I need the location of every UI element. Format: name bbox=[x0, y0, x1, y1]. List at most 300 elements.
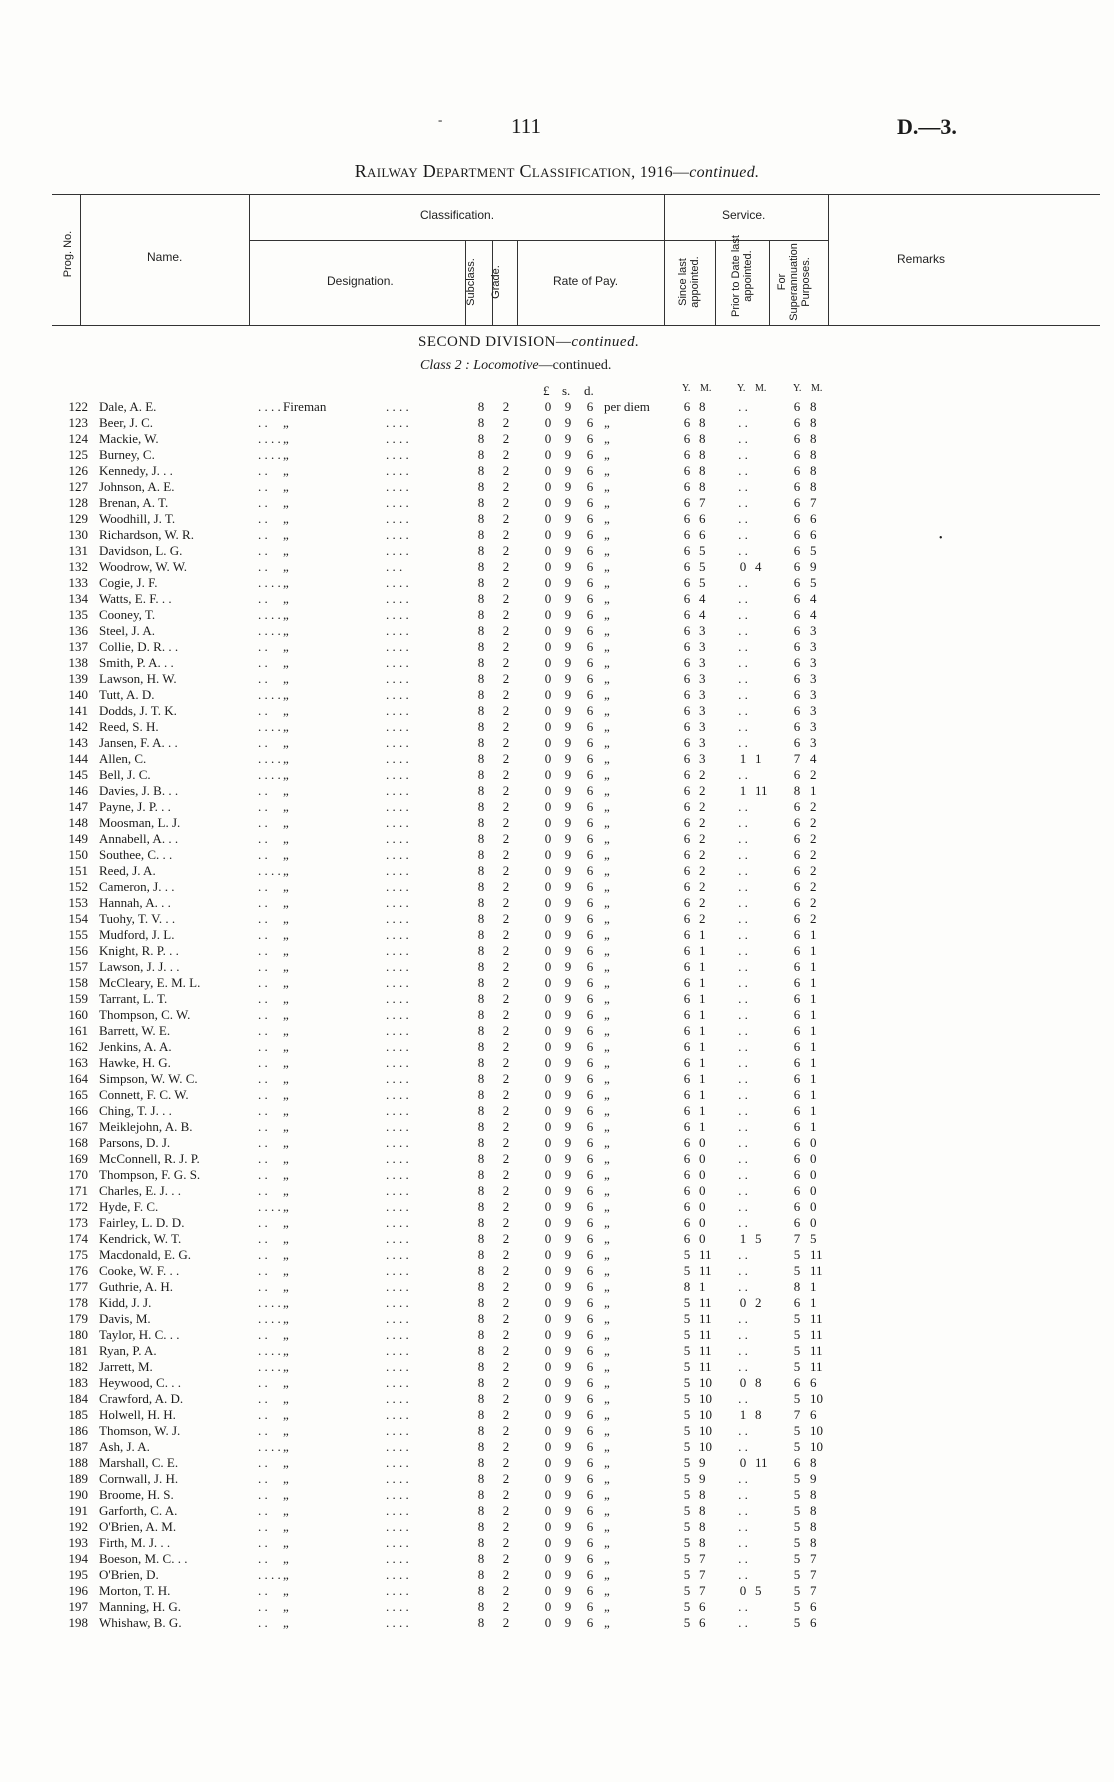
leader-dots: . . bbox=[258, 479, 268, 494]
name-cell: Boeson, M. C. . . bbox=[99, 1551, 188, 1566]
pay-basis-cell: „ bbox=[604, 943, 610, 958]
grade-cell: 2 bbox=[502, 1135, 510, 1150]
prior-years-cell: . . bbox=[738, 1087, 748, 1102]
pay-shillings-cell: 9 bbox=[564, 479, 572, 494]
prog-no-cell: 184 bbox=[68, 1391, 88, 1406]
pay-shillings-cell: 9 bbox=[564, 1391, 572, 1406]
subclass-cell: 8 bbox=[477, 1359, 485, 1374]
designation-cell: „ bbox=[283, 1359, 289, 1374]
designation-cell: Fireman bbox=[283, 399, 327, 414]
pay-pounds-cell: 0 bbox=[544, 431, 552, 446]
pay-pounds-cell: 0 bbox=[544, 1119, 552, 1134]
since-months-cell: 1 bbox=[699, 1023, 706, 1038]
super-years-cell: 6 bbox=[793, 815, 801, 830]
prior-years-cell: . . bbox=[738, 1391, 748, 1406]
name-cell: McCleary, E. M. L. bbox=[99, 975, 201, 990]
leader-dots: . . . . bbox=[258, 607, 281, 622]
since-months-cell: 1 bbox=[699, 975, 706, 990]
subclass-cell: 8 bbox=[477, 543, 485, 558]
grade-cell: 2 bbox=[502, 463, 510, 478]
name-cell: Parsons, D. J. bbox=[99, 1135, 171, 1150]
grade-cell: 2 bbox=[502, 671, 510, 686]
name-cell: Mackie, W. bbox=[99, 431, 159, 446]
designation-cell: „ bbox=[283, 1583, 289, 1598]
table-row bbox=[0, 767, 1114, 783]
pay-pence-cell: 6 bbox=[586, 1007, 594, 1022]
since-years-cell: 6 bbox=[683, 1007, 691, 1022]
since-years-cell: 6 bbox=[683, 943, 691, 958]
pay-pounds-cell: 0 bbox=[544, 591, 552, 606]
super-months-cell: 2 bbox=[810, 863, 817, 878]
designation-cell: „ bbox=[283, 1103, 289, 1118]
prior-years-cell: 1 bbox=[739, 783, 747, 798]
pay-pounds-cell: 0 bbox=[544, 895, 552, 910]
prog-no-cell: 144 bbox=[68, 751, 88, 766]
subclass-cell: 8 bbox=[477, 1343, 485, 1358]
pay-pounds-cell: 0 bbox=[544, 1423, 552, 1438]
prog-no-cell: 137 bbox=[68, 639, 88, 654]
pay-basis-cell: „ bbox=[604, 1343, 610, 1358]
name-cell: Davies, J. B. . . bbox=[99, 783, 179, 798]
super-months-cell: 9 bbox=[810, 1471, 817, 1486]
grade-cell: 2 bbox=[502, 799, 510, 814]
since-years-cell: 5 bbox=[683, 1263, 691, 1278]
table-row bbox=[0, 463, 1114, 479]
name-cell: Lawson, J. J. . . bbox=[99, 959, 180, 974]
super-years-cell: 6 bbox=[793, 943, 801, 958]
leader-dots: . . . . bbox=[386, 1263, 409, 1278]
pay-pence-cell: 6 bbox=[586, 1343, 594, 1358]
since-months-cell: 1 bbox=[699, 927, 706, 942]
designation-cell: „ bbox=[283, 1567, 289, 1582]
pay-shillings-cell: 9 bbox=[564, 991, 572, 1006]
prog-no-cell: 150 bbox=[68, 847, 88, 862]
super-months-cell: 1 bbox=[810, 1103, 817, 1118]
class-continued: —continued. bbox=[538, 358, 612, 373]
leader-dots: . . bbox=[258, 1039, 268, 1054]
grade-cell: 2 bbox=[502, 783, 510, 798]
super-months-cell: 4 bbox=[810, 751, 817, 766]
grade-cell: 2 bbox=[502, 975, 510, 990]
leader-dots: . . bbox=[258, 1023, 268, 1038]
pay-pounds-cell: 0 bbox=[544, 975, 552, 990]
prog-no-cell: 134 bbox=[68, 591, 88, 606]
pay-pounds-cell: 0 bbox=[544, 1535, 552, 1550]
subclass-cell: 8 bbox=[477, 575, 485, 590]
pay-basis-cell: „ bbox=[604, 607, 610, 622]
pay-basis-cell: „ bbox=[604, 1263, 610, 1278]
subclass-cell: 8 bbox=[477, 767, 485, 782]
prog-no-cell: 131 bbox=[68, 543, 88, 558]
designation-cell: „ bbox=[283, 527, 289, 542]
name-cell: Davis, M. bbox=[99, 1311, 151, 1326]
super-years-cell: 6 bbox=[793, 879, 801, 894]
super-years-cell: 6 bbox=[793, 607, 801, 622]
pay-shillings-cell: 9 bbox=[564, 1247, 572, 1262]
pay-shillings-cell: 9 bbox=[564, 1503, 572, 1518]
prog-no-cell: 153 bbox=[68, 895, 88, 910]
leader-dots: . . . . bbox=[386, 1295, 409, 1310]
name-cell: Ching, T. J. . . bbox=[99, 1103, 172, 1118]
pay-shillings-cell: 9 bbox=[564, 831, 572, 846]
table-row bbox=[0, 1295, 1114, 1311]
super-months-cell: 1 bbox=[810, 1071, 817, 1086]
pay-pounds-cell: 0 bbox=[544, 1391, 552, 1406]
grade-cell: 2 bbox=[502, 1183, 510, 1198]
pay-pence-cell: 6 bbox=[586, 1519, 594, 1534]
subsection-heading bbox=[420, 358, 611, 374]
grade-cell: 2 bbox=[502, 1167, 510, 1182]
name-cell: Beer, J. C. bbox=[99, 415, 153, 430]
prog-no-cell: 130 bbox=[68, 527, 88, 542]
grade-cell: 2 bbox=[502, 1295, 510, 1310]
pay-pounds-cell: 0 bbox=[544, 799, 552, 814]
super-years-cell: 6 bbox=[793, 1103, 801, 1118]
leader-dots: . . bbox=[258, 1247, 268, 1262]
super-months-cell: 8 bbox=[810, 415, 817, 430]
super-months-cell: 7 bbox=[810, 495, 817, 510]
super-months-cell: 2 bbox=[810, 911, 817, 926]
pay-shillings-cell: 9 bbox=[564, 943, 572, 958]
leader-dots: . . . . bbox=[386, 1311, 409, 1326]
subclass-cell: 8 bbox=[477, 1455, 485, 1470]
table-row bbox=[0, 415, 1114, 431]
pay-basis-cell: „ bbox=[604, 1215, 610, 1230]
pay-basis-cell: „ bbox=[604, 1439, 610, 1454]
super-months-cell: 7 bbox=[810, 1551, 817, 1566]
pay-shillings-cell: 9 bbox=[564, 1487, 572, 1502]
subclass-cell: 8 bbox=[477, 399, 485, 414]
leader-dots: . . . . bbox=[386, 1423, 409, 1438]
since-months-cell: 3 bbox=[699, 639, 706, 654]
pay-basis-cell: „ bbox=[604, 1199, 610, 1214]
pay-basis-cell: „ bbox=[604, 1183, 610, 1198]
prior-years-cell: . . bbox=[738, 415, 748, 430]
table-row bbox=[0, 591, 1114, 607]
pay-basis-cell: „ bbox=[604, 1551, 610, 1566]
unit-years-2: Y. bbox=[737, 383, 746, 394]
super-years-cell: 6 bbox=[793, 575, 801, 590]
pay-basis-cell: „ bbox=[604, 1535, 610, 1550]
grade-cell: 2 bbox=[502, 511, 510, 526]
prior-years-cell: . . bbox=[738, 623, 748, 638]
since-months-cell: 0 bbox=[699, 1167, 706, 1182]
grade-cell: 2 bbox=[502, 991, 510, 1006]
pay-pence-cell: 6 bbox=[586, 1359, 594, 1374]
table-row bbox=[0, 703, 1114, 719]
pay-shillings-cell: 9 bbox=[564, 1279, 572, 1294]
name-cell: Kidd, J. J. bbox=[99, 1295, 152, 1310]
pay-basis-cell: „ bbox=[604, 1391, 610, 1406]
table-row bbox=[0, 1263, 1114, 1279]
grade-cell: 2 bbox=[502, 815, 510, 830]
designation-cell: „ bbox=[283, 1295, 289, 1310]
leader-dots: . . . . bbox=[258, 719, 281, 734]
subclass-cell: 8 bbox=[477, 1583, 485, 1598]
super-years-cell: 7 bbox=[793, 1407, 801, 1422]
super-months-cell: 6 bbox=[810, 1599, 817, 1614]
class-label: Class 2 : bbox=[420, 358, 470, 373]
grade-cell: 2 bbox=[502, 879, 510, 894]
pay-pounds-cell: 0 bbox=[544, 1471, 552, 1486]
subclass-cell: 8 bbox=[477, 463, 485, 478]
prior-years-cell: . . bbox=[738, 703, 748, 718]
designation-cell: „ bbox=[283, 1263, 289, 1278]
pay-shillings-cell: 9 bbox=[564, 1071, 572, 1086]
pay-pounds-cell: 0 bbox=[544, 575, 552, 590]
pay-pence-cell: 6 bbox=[586, 1087, 594, 1102]
since-months-cell: 8 bbox=[699, 479, 706, 494]
header-subclass: Subclass. bbox=[465, 258, 477, 306]
designation-cell: „ bbox=[283, 1071, 289, 1086]
pay-shillings-cell: 9 bbox=[564, 975, 572, 990]
pay-pence-cell: 6 bbox=[586, 639, 594, 654]
prior-years-cell: . . bbox=[738, 1599, 748, 1614]
pay-pounds-cell: 0 bbox=[544, 783, 552, 798]
prog-no-cell: 149 bbox=[68, 831, 88, 846]
leader-dots: . . bbox=[258, 1215, 268, 1230]
table-row bbox=[0, 1119, 1114, 1135]
since-months-cell: 0 bbox=[699, 1183, 706, 1198]
grade-cell: 2 bbox=[502, 911, 510, 926]
table-row bbox=[0, 575, 1114, 591]
name-cell: Tuohy, T. V. . . bbox=[99, 911, 176, 926]
subclass-cell: 8 bbox=[477, 1599, 485, 1614]
since-years-cell: 6 bbox=[683, 543, 691, 558]
prior-years-cell: . . bbox=[738, 1167, 748, 1182]
pay-pounds-cell: 0 bbox=[544, 1023, 552, 1038]
pay-shillings-cell: 9 bbox=[564, 1103, 572, 1118]
pay-pounds-cell: 0 bbox=[544, 1135, 552, 1150]
leader-dots: . . . . bbox=[386, 527, 409, 542]
pay-shillings-cell: 9 bbox=[564, 1263, 572, 1278]
since-years-cell: 6 bbox=[683, 1103, 691, 1118]
pay-shillings-cell: 9 bbox=[564, 1599, 572, 1614]
grade-cell: 2 bbox=[502, 1087, 510, 1102]
pay-pounds-cell: 0 bbox=[544, 415, 552, 430]
name-cell: Cooke, W. F. . . bbox=[99, 1263, 180, 1278]
pay-basis-cell: „ bbox=[604, 687, 610, 702]
super-months-cell: 1 bbox=[810, 1007, 817, 1022]
table-row bbox=[0, 1231, 1114, 1247]
pay-basis-cell: „ bbox=[604, 783, 610, 798]
pay-shillings-cell: 9 bbox=[564, 1343, 572, 1358]
pay-pounds-cell: 0 bbox=[544, 1519, 552, 1534]
name-cell: Heywood, C. . . bbox=[99, 1375, 181, 1390]
since-years-cell: 5 bbox=[683, 1471, 691, 1486]
pay-pence-cell: 6 bbox=[586, 1471, 594, 1486]
unit-pounds: £ bbox=[543, 383, 550, 398]
pay-pounds-cell: 0 bbox=[544, 1087, 552, 1102]
grade-cell: 2 bbox=[502, 1567, 510, 1582]
prog-no-cell: 162 bbox=[68, 1039, 88, 1054]
subclass-cell: 8 bbox=[477, 1375, 485, 1390]
pay-shillings-cell: 9 bbox=[564, 1087, 572, 1102]
prog-no-cell: 125 bbox=[68, 447, 88, 462]
subclass-cell: 8 bbox=[477, 815, 485, 830]
since-years-cell: 6 bbox=[683, 575, 691, 590]
since-months-cell: 3 bbox=[699, 671, 706, 686]
pay-shillings-cell: 9 bbox=[564, 463, 572, 478]
prog-no-cell: 165 bbox=[68, 1087, 88, 1102]
pay-pence-cell: 6 bbox=[586, 1167, 594, 1182]
prior-years-cell: . . bbox=[738, 1439, 748, 1454]
designation-cell: „ bbox=[283, 927, 289, 942]
pay-pounds-cell: 0 bbox=[544, 1455, 552, 1470]
pay-pence-cell: 6 bbox=[586, 527, 594, 542]
pay-basis-cell: „ bbox=[604, 799, 610, 814]
table-row bbox=[0, 1359, 1114, 1375]
since-years-cell: 8 bbox=[683, 1279, 691, 1294]
unit-pence: d. bbox=[584, 383, 594, 398]
prog-no-cell: 179 bbox=[68, 1311, 88, 1326]
leader-dots: . . bbox=[258, 1423, 268, 1438]
since-months-cell: 3 bbox=[699, 735, 706, 750]
leader-dots: . . . . bbox=[386, 1599, 409, 1614]
leader-dots: . . . . bbox=[386, 959, 409, 974]
super-years-cell: 8 bbox=[793, 1279, 801, 1294]
table-row bbox=[0, 1535, 1114, 1551]
leader-dots: . . . . bbox=[386, 1007, 409, 1022]
subclass-cell: 8 bbox=[477, 1135, 485, 1150]
table-row bbox=[0, 671, 1114, 687]
prior-years-cell: . . bbox=[738, 1215, 748, 1230]
prog-no-cell: 186 bbox=[68, 1423, 88, 1438]
super-months-cell: 1 bbox=[810, 927, 817, 942]
subclass-cell: 8 bbox=[477, 1487, 485, 1502]
name-cell: Morton, T. H. bbox=[99, 1583, 171, 1598]
leader-dots: . . . . bbox=[386, 847, 409, 862]
super-years-cell: 6 bbox=[793, 863, 801, 878]
grade-cell: 2 bbox=[502, 719, 510, 734]
prior-years-cell: . . bbox=[738, 975, 748, 990]
leader-dots: . . . . bbox=[386, 1583, 409, 1598]
pay-pounds-cell: 0 bbox=[544, 847, 552, 862]
name-cell: Richardson, W. R. bbox=[99, 527, 194, 542]
prog-no-cell: 192 bbox=[68, 1519, 88, 1534]
since-months-cell: 2 bbox=[699, 879, 706, 894]
pay-pence-cell: 6 bbox=[586, 431, 594, 446]
leader-dots: . . . . bbox=[386, 831, 409, 846]
grade-cell: 2 bbox=[502, 607, 510, 622]
table-row bbox=[0, 863, 1114, 879]
prior-years-cell: 0 bbox=[739, 559, 747, 574]
pay-basis-cell: „ bbox=[604, 1007, 610, 1022]
table-row bbox=[0, 623, 1114, 639]
pay-shillings-cell: 9 bbox=[564, 1119, 572, 1134]
table-row bbox=[0, 655, 1114, 671]
leader-dots: . . . . bbox=[386, 767, 409, 782]
pay-shillings-cell: 9 bbox=[564, 1455, 572, 1470]
prog-no-cell: 156 bbox=[68, 943, 88, 958]
since-months-cell: 2 bbox=[699, 783, 706, 798]
super-months-cell: 11 bbox=[810, 1343, 823, 1358]
leader-dots: . . . . bbox=[386, 1567, 409, 1582]
since-years-cell: 5 bbox=[683, 1391, 691, 1406]
prior-years-cell: . . bbox=[738, 1551, 748, 1566]
super-years-cell: 6 bbox=[793, 1039, 801, 1054]
super-years-cell: 6 bbox=[793, 927, 801, 942]
pay-pounds-cell: 0 bbox=[544, 1375, 552, 1390]
name-cell: Jansen, F. A. . . bbox=[99, 735, 178, 750]
leader-dots: . . bbox=[258, 1583, 268, 1598]
pay-pounds-cell: 0 bbox=[544, 879, 552, 894]
prog-no-cell: 188 bbox=[68, 1455, 88, 1470]
since-years-cell: 5 bbox=[683, 1599, 691, 1614]
subclass-cell: 8 bbox=[477, 703, 485, 718]
table-row bbox=[0, 543, 1114, 559]
since-years-cell: 6 bbox=[683, 1199, 691, 1214]
pay-shillings-cell: 9 bbox=[564, 927, 572, 942]
table-row bbox=[0, 1023, 1114, 1039]
leader-dots: . . . . bbox=[386, 399, 409, 414]
pay-shillings-cell: 9 bbox=[564, 895, 572, 910]
designation-cell: „ bbox=[283, 767, 289, 782]
unit-shillings: s. bbox=[562, 383, 571, 398]
name-cell: Manning, H. G. bbox=[99, 1599, 181, 1614]
grade-cell: 2 bbox=[502, 1487, 510, 1502]
designation-cell: „ bbox=[283, 1551, 289, 1566]
leader-dots: . . . . bbox=[386, 1023, 409, 1038]
pay-shillings-cell: 9 bbox=[564, 639, 572, 654]
prog-no-cell: 171 bbox=[68, 1183, 88, 1198]
since-years-cell: 6 bbox=[683, 511, 691, 526]
leader-dots: . . . . bbox=[386, 1359, 409, 1374]
since-months-cell: 8 bbox=[699, 1503, 706, 1518]
grade-cell: 2 bbox=[502, 1055, 510, 1070]
pay-pence-cell: 6 bbox=[586, 559, 594, 574]
grade-cell: 2 bbox=[502, 831, 510, 846]
since-years-cell: 5 bbox=[683, 1375, 691, 1390]
prior-years-cell: . . bbox=[738, 1327, 748, 1342]
super-months-cell: 1 bbox=[810, 1279, 817, 1294]
unit-years-1: Y. bbox=[682, 383, 691, 394]
super-years-cell: 5 bbox=[793, 1359, 801, 1374]
leader-dots: . . bbox=[258, 1407, 268, 1422]
leader-dots: . . bbox=[258, 1519, 268, 1534]
subclass-cell: 8 bbox=[477, 1167, 485, 1182]
super-months-cell: 4 bbox=[810, 607, 817, 622]
subclass-cell: 8 bbox=[477, 751, 485, 766]
prog-no-cell: 178 bbox=[68, 1295, 88, 1310]
super-months-cell: 11 bbox=[810, 1247, 823, 1262]
prog-no-cell: 161 bbox=[68, 1023, 88, 1038]
since-years-cell: 6 bbox=[683, 831, 691, 846]
since-months-cell: 2 bbox=[699, 911, 706, 926]
table-row bbox=[0, 1215, 1114, 1231]
since-years-cell: 6 bbox=[683, 815, 691, 830]
leader-dots: . . . . bbox=[386, 1039, 409, 1054]
grade-cell: 2 bbox=[502, 415, 510, 430]
prior-years-cell: . . bbox=[738, 495, 748, 510]
name-cell: O'Brien, A. M. bbox=[99, 1519, 177, 1534]
super-months-cell: 2 bbox=[810, 879, 817, 894]
since-years-cell: 6 bbox=[683, 1183, 691, 1198]
designation-cell: „ bbox=[283, 1423, 289, 1438]
leader-dots: . . . . bbox=[386, 1151, 409, 1166]
super-years-cell: 6 bbox=[793, 991, 801, 1006]
since-years-cell: 5 bbox=[683, 1311, 691, 1326]
pay-shillings-cell: 9 bbox=[564, 559, 572, 574]
pay-basis-cell: „ bbox=[604, 1615, 610, 1630]
pay-basis-cell: „ bbox=[604, 911, 610, 926]
super-months-cell: 8 bbox=[810, 431, 817, 446]
pay-shillings-cell: 9 bbox=[564, 415, 572, 430]
leader-dots: . . . . bbox=[386, 1391, 409, 1406]
since-months-cell: 8 bbox=[699, 1487, 706, 1502]
pay-basis-cell: „ bbox=[604, 1311, 610, 1326]
prior-years-cell: . . bbox=[738, 927, 748, 942]
